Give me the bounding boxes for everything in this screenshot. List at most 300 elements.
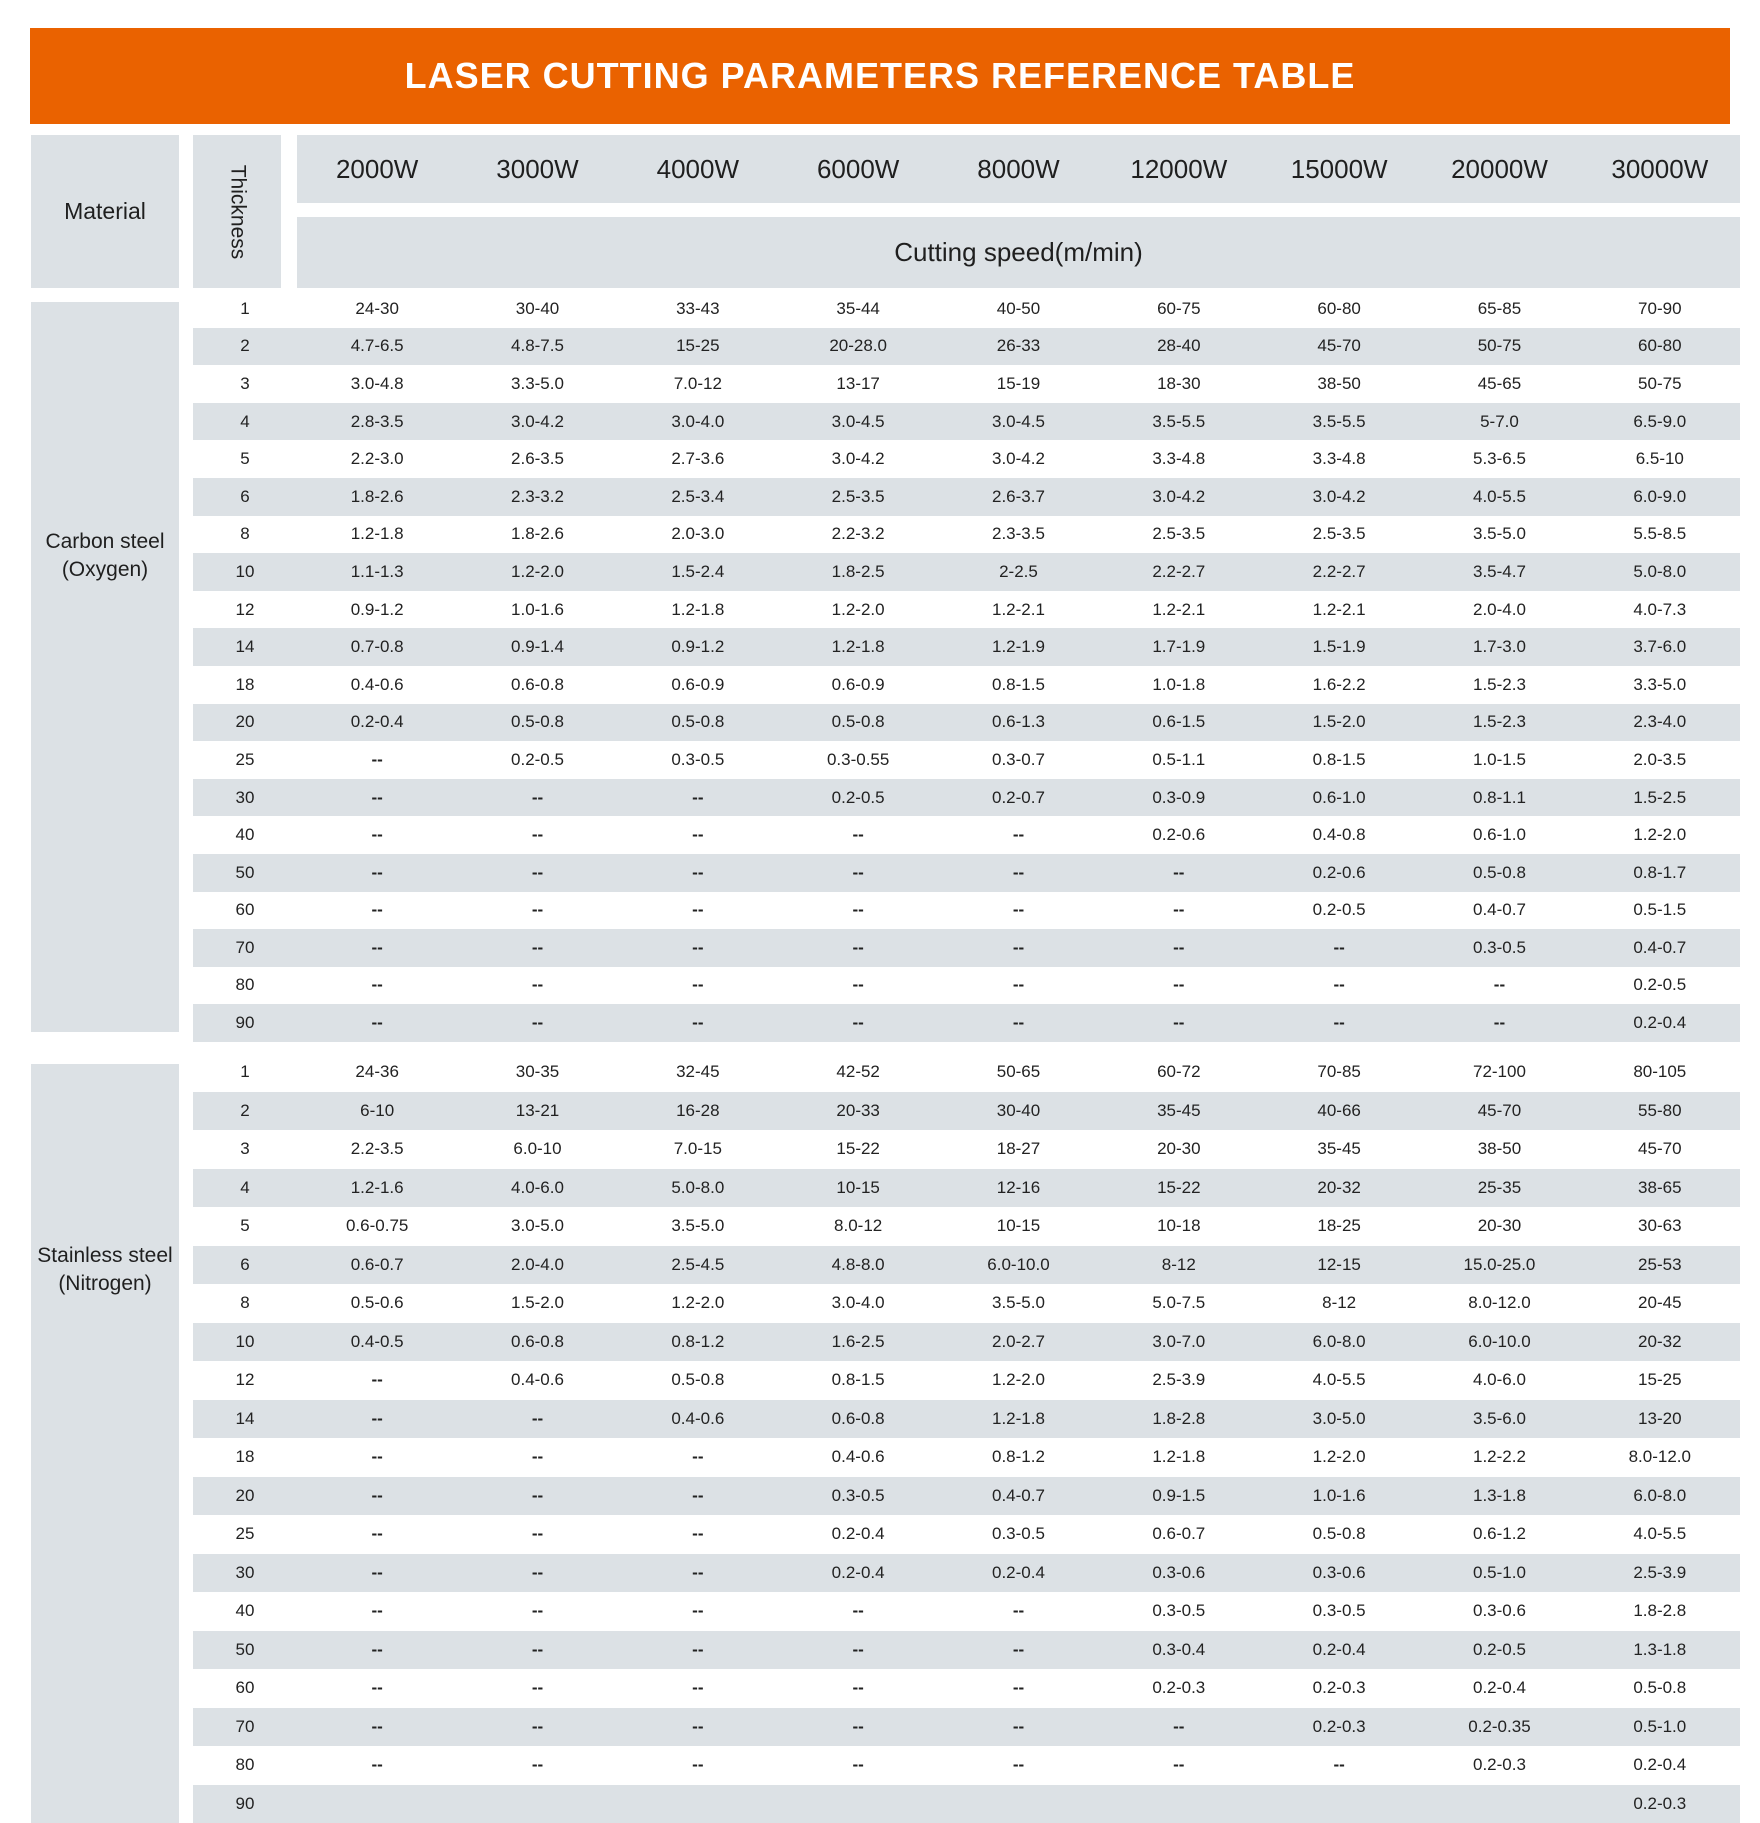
speed-value-cell: 12-16	[996, 1177, 1041, 1197]
table-row	[193, 628, 1740, 666]
no-data-cell: --	[692, 1447, 704, 1467]
table-row	[193, 666, 1740, 704]
no-data-cell: --	[1012, 1601, 1025, 1621]
speed-value-cell: 0.8-1.5	[831, 1370, 885, 1390]
speed-value-cell: 0.5-0.8	[1312, 1524, 1366, 1544]
table-row	[193, 967, 1740, 1005]
speed-value-cell: 0.5-0.8	[831, 712, 885, 732]
no-data-cell: --	[692, 787, 704, 807]
table-row	[193, 1207, 1740, 1246]
no-data-cell: --	[1333, 937, 1345, 957]
speed-value-cell: 0.5-0.8	[1472, 862, 1526, 882]
speed-value-cell: 0.2-0.4	[831, 1524, 885, 1544]
no-data-cell: --	[371, 1370, 383, 1390]
speed-value-cell: 0.9-1.2	[671, 637, 725, 657]
table-row	[193, 1323, 1740, 1362]
no-data-cell: --	[371, 900, 383, 920]
no-data-cell: --	[1173, 975, 1185, 995]
speed-value-cell: 38-65	[1638, 1177, 1682, 1197]
no-data-cell: --	[692, 900, 704, 920]
speed-value-cell: 0.2-0.4	[992, 1562, 1045, 1582]
speed-value-cell: 0.2-0.4	[831, 1562, 885, 1582]
speed-value-cell: 33-43	[676, 298, 720, 318]
speed-value-cell	[457, 1785, 617, 1823]
thickness-value: 4	[240, 1177, 250, 1197]
speed-value-cell: 1.2-2.0	[1633, 825, 1687, 845]
speed-value-cell: 2-2.5	[999, 561, 1038, 581]
speed-value-cell: 0.2-0.4	[1472, 1678, 1526, 1698]
speed-value-cell: 0.6-0.8	[831, 1408, 885, 1428]
speed-value-cell: 0.3-0.55	[826, 749, 890, 769]
thickness-value: 30	[235, 1562, 255, 1582]
speed-value-cell: 45-70	[1477, 1100, 1522, 1120]
speed-value-cell: 16-28	[676, 1100, 720, 1120]
thickness-value: 80	[235, 975, 255, 995]
speed-value-cell: 4.0-5.5	[1312, 1370, 1366, 1390]
table-row	[193, 892, 1740, 930]
speed-value-cell: 6.0-10	[513, 1139, 562, 1159]
speed-value-cell: 0.6-0.75	[345, 1216, 409, 1236]
speed-value-cell: 0.6-0.7	[350, 1254, 404, 1274]
no-data-cell: --	[1333, 1013, 1345, 1033]
no-data-cell: --	[852, 862, 864, 882]
no-data-cell: --	[531, 900, 544, 920]
speed-value-cell: 4.8-8.0	[831, 1254, 885, 1274]
speed-value-cell: 42-52	[836, 1062, 880, 1082]
no-data-cell: --	[1012, 1716, 1025, 1736]
no-data-cell: --	[1012, 825, 1025, 845]
no-data-cell: --	[852, 1755, 864, 1775]
speed-value-cell: 0.5-0.8	[671, 1370, 725, 1390]
speed-value-cell: 30-40	[515, 298, 560, 318]
speed-value-cell: 0.3-0.9	[1152, 787, 1206, 807]
speed-value-cell: 0.2-0.3	[1312, 1716, 1366, 1736]
speed-value-cell: 60-72	[1157, 1062, 1201, 1082]
speed-value-cell: 1.8-2.8	[1633, 1601, 1687, 1621]
speed-value-cell: 1.8-2.6	[511, 524, 564, 544]
speed-value-cell: 60-80	[1638, 336, 1682, 356]
speed-value-cell: 1.7-3.0	[1472, 637, 1526, 657]
no-data-cell: --	[531, 1447, 544, 1467]
speed-value-cell	[778, 1785, 938, 1823]
no-data-cell: --	[852, 1639, 864, 1659]
speed-value-cell: 0.6-0.9	[671, 674, 725, 694]
speed-value-cell: 6.5-10	[1635, 449, 1684, 469]
speed-value-cell: 1.0-1.6	[511, 599, 564, 619]
speed-value-cell: 3.0-4.8	[350, 373, 404, 393]
speed-value-cell: 12-15	[1317, 1254, 1361, 1274]
speed-value-cell: 20-33	[836, 1100, 880, 1120]
no-data-cell: --	[1012, 975, 1025, 995]
speed-value-cell: 0.2-0.3	[1472, 1755, 1526, 1775]
speed-value-cell: 1.2-1.8	[831, 637, 885, 657]
speed-value-cell: 20-32	[1317, 1177, 1361, 1197]
speed-value-cell: 1.8-2.5	[831, 561, 885, 581]
table-row	[193, 1669, 1740, 1708]
speed-value-cell: 45-65	[1477, 373, 1522, 393]
speed-value-cell: 1.6-2.2	[1312, 674, 1366, 694]
no-data-cell: --	[852, 975, 864, 995]
no-data-cell: --	[692, 1639, 704, 1659]
speed-value-cell: 20-28.0	[829, 336, 887, 356]
speed-value-cell: 1.2-2.2	[1472, 1447, 1526, 1467]
thickness-value: 14	[235, 1408, 255, 1428]
speed-value-cell: 20-45	[1638, 1293, 1682, 1313]
power-header-4000w: 4000W	[656, 153, 740, 184]
thickness-value: 70	[235, 1716, 255, 1736]
no-data-cell: --	[1333, 975, 1345, 995]
speed-value-cell: 0.2-0.5	[831, 787, 885, 807]
speed-value-cell: 50-65	[996, 1062, 1041, 1082]
speed-value-cell: 0.8-1.1	[1472, 787, 1526, 807]
speed-value-cell: 0.3-0.6	[1152, 1562, 1206, 1582]
no-data-cell: --	[852, 937, 864, 957]
speed-value-cell: 5.0-8.0	[1633, 561, 1687, 581]
no-data-cell: --	[371, 975, 383, 995]
speed-value-cell: 0.5-1.1	[1152, 749, 1206, 769]
speed-value-cell: 1.2-2.0	[1312, 1447, 1366, 1467]
table-row	[193, 1284, 1740, 1323]
table-row	[193, 1631, 1740, 1670]
speed-value-cell: 8-12	[1161, 1254, 1196, 1274]
no-data-cell: --	[531, 1601, 544, 1621]
power-header-8000w: 8000W	[977, 153, 1060, 184]
no-data-cell: --	[1333, 1755, 1345, 1775]
carbon-steel-rows	[193, 290, 1740, 1042]
speed-value-cell: 1.2-2.0	[671, 1293, 725, 1313]
speed-value-cell: 5.0-7.5	[1152, 1293, 1206, 1313]
speed-value-cell: 45-70	[1317, 336, 1361, 356]
page-title: LASER CUTTING PARAMETERS REFERENCE TABLE	[404, 55, 1356, 96]
speed-value-cell: 0.6-1.5	[1152, 712, 1206, 732]
speed-value-cell: 2.5-3.5	[1312, 524, 1366, 544]
speed-value-cell: 2.6-3.5	[511, 449, 564, 469]
speed-value-cell: 15-22	[836, 1139, 880, 1159]
table-row	[193, 741, 1740, 779]
power-header-15000w: 15000W	[1290, 153, 1388, 184]
speed-value-cell: 1.5-2.0	[1312, 712, 1366, 732]
speed-value-cell: 35-45	[1317, 1139, 1361, 1159]
thickness-value: 70	[235, 937, 255, 957]
table-row	[193, 929, 1740, 967]
thickness-value: 50	[235, 862, 255, 882]
speed-value-cell: 3.5-5.0	[1472, 524, 1526, 544]
speed-value-cell: 1.5-1.9	[1312, 637, 1366, 657]
speed-value-cell: 0.3-0.5	[1472, 937, 1526, 957]
no-data-cell: --	[531, 1716, 544, 1736]
speed-value-cell: 32-45	[676, 1062, 720, 1082]
speed-value-cell: 0.4-0.6	[350, 674, 404, 694]
no-data-cell: --	[692, 1562, 704, 1582]
speed-value-cell: 3.0-4.2	[1312, 486, 1366, 506]
speed-value-cell: 4.0-6.0	[511, 1177, 564, 1197]
speed-value-cell: 1.2-2.0	[831, 599, 885, 619]
speed-value-cell: 15-25	[1638, 1370, 1682, 1390]
speed-value-cell: 1.1-1.3	[350, 561, 404, 581]
speed-value-cell: 0.8-1.7	[1633, 862, 1687, 882]
speed-value-cell: 3.7-6.0	[1633, 637, 1687, 657]
speed-value-cell: 2.5-4.5	[671, 1254, 725, 1274]
power-header-3000w: 3000W	[496, 153, 579, 184]
no-data-cell: --	[852, 825, 864, 845]
thickness-value: 90	[235, 1013, 255, 1033]
speed-value-cell: 0.3-0.4	[1152, 1639, 1206, 1659]
no-data-cell: --	[692, 1524, 704, 1544]
no-data-cell: --	[371, 1485, 383, 1505]
speed-value-cell: 0.7-0.8	[350, 637, 404, 657]
speed-value-cell: 1.2-1.8	[350, 524, 404, 544]
speed-value-cell: 0.9-1.4	[511, 637, 564, 657]
thickness-value: 8	[240, 524, 250, 544]
speed-value-cell	[938, 1785, 1098, 1823]
table-row	[193, 1477, 1740, 1516]
speed-value-cell	[618, 1785, 778, 1823]
speed-value-cell: 0.5-0.8	[1633, 1678, 1687, 1698]
no-data-cell: --	[531, 1678, 544, 1698]
speed-value-cell: 0.4-0.7	[992, 1485, 1045, 1505]
table-row	[193, 1554, 1740, 1593]
no-data-cell: --	[1012, 900, 1025, 920]
speed-value-cell: 0.6-0.9	[831, 674, 885, 694]
speed-value-cell: 2.2-2.7	[1312, 561, 1366, 581]
table-row	[193, 553, 1740, 591]
table-row	[193, 1092, 1740, 1131]
no-data-cell: --	[1012, 862, 1025, 882]
speed-value-cell: 25-35	[1477, 1177, 1522, 1197]
no-data-cell: --	[371, 749, 383, 769]
material-cell-carbon-label	[31, 528, 179, 584]
speed-value-cell: 50-75	[1477, 336, 1522, 356]
speed-value-cell: 1.5-2.3	[1472, 674, 1526, 694]
no-data-cell: --	[531, 1408, 544, 1428]
speed-value-cell: 30-63	[1638, 1216, 1682, 1236]
speed-value-cell: 0.2-0.4	[1633, 1013, 1687, 1033]
speed-value-cell: 0.2-0.3	[1312, 1678, 1366, 1698]
speed-value-cell: 1.8-2.6	[350, 486, 404, 506]
speed-value-cell: 0.2-0.35	[1468, 1716, 1531, 1736]
no-data-cell: --	[371, 1524, 383, 1544]
power-header-6000w: 6000W	[816, 153, 900, 184]
speed-value-cell: 1.2-1.8	[671, 599, 725, 619]
speed-value-cell: 0.2-0.6	[1312, 862, 1366, 882]
speed-value-cell: 2.2-3.5	[350, 1139, 404, 1159]
speed-value-cell: 60-80	[1317, 298, 1361, 318]
no-data-cell: --	[1173, 1716, 1185, 1736]
no-data-cell: --	[1173, 1013, 1185, 1033]
material-gas: (Nitrogen)	[58, 1272, 152, 1295]
speed-value-cell: 45-70	[1638, 1139, 1682, 1159]
speed-value-cell: 3.0-4.0	[831, 1293, 885, 1313]
speed-value-cell: 0.2-0.5	[511, 749, 564, 769]
speed-value-cell: 13-17	[836, 373, 880, 393]
speed-value-cell: 3.5-5.0	[671, 1216, 725, 1236]
table-row	[193, 403, 1740, 441]
speed-value-cell: 3.0-4.0	[671, 411, 725, 431]
no-data-cell: --	[852, 1013, 864, 1033]
material-name: Carbon steel	[45, 530, 165, 553]
speed-value-cell: 3.0-4.2	[831, 449, 885, 469]
no-data-cell: --	[531, 1485, 544, 1505]
no-data-cell: --	[531, 862, 544, 882]
table-row	[193, 704, 1740, 742]
speed-value-cell: 0.2-0.4	[1633, 1755, 1687, 1775]
speed-value-cell: 5.3-6.5	[1472, 449, 1526, 469]
speed-value-cell: 2.0-3.0	[671, 524, 725, 544]
speed-value-cell: 20-30	[1157, 1139, 1201, 1159]
no-data-cell: --	[1173, 862, 1185, 882]
table-row	[193, 1515, 1740, 1554]
no-data-cell: --	[371, 1639, 383, 1659]
speed-value-cell: 0.4-0.5	[350, 1331, 404, 1351]
speed-value-cell: 2.5-3.5	[1152, 524, 1206, 544]
speed-value-cell: 3.5-5.5	[1152, 411, 1206, 431]
no-data-cell: --	[371, 862, 383, 882]
no-data-cell: --	[852, 900, 864, 920]
thickness-column-header	[193, 135, 281, 288]
thickness-value: 50	[235, 1639, 255, 1659]
table-row	[193, 1246, 1740, 1285]
table-row	[193, 1708, 1740, 1747]
speed-value-cell: 6-10	[360, 1100, 395, 1120]
speed-value-cell: 2.6-3.7	[992, 486, 1045, 506]
no-data-cell: --	[531, 1524, 544, 1544]
no-data-cell: --	[852, 1716, 864, 1736]
speed-value-cell: 15-22	[1157, 1177, 1201, 1197]
thickness-value: 5	[240, 449, 250, 469]
speed-value-cell: 1.2-2.0	[511, 561, 564, 581]
table-row	[193, 1169, 1740, 1208]
table-row	[193, 1361, 1740, 1400]
thickness-value: 80	[235, 1755, 255, 1775]
speed-value-cell: 10-15	[836, 1177, 880, 1197]
speed-value-cell: 3.0-7.0	[1152, 1331, 1206, 1351]
speed-value-cell: 4.0-6.0	[1472, 1370, 1526, 1390]
no-data-cell: --	[692, 975, 704, 995]
power-header-row	[297, 135, 1740, 203]
thickness-value: 10	[235, 1331, 255, 1351]
speed-value-cell: 20-30	[1477, 1216, 1522, 1236]
speed-value-cell: 3.0-4.5	[992, 411, 1045, 431]
speed-value-cell: 0.8-1.5	[992, 674, 1045, 694]
material-gas: (Oxygen)	[61, 558, 149, 581]
speed-value-cell: 10-15	[996, 1216, 1041, 1236]
no-data-cell: --	[531, 825, 544, 845]
speed-value-cell: 3.0-5.0	[511, 1216, 564, 1236]
table-row	[193, 1053, 1740, 1092]
speed-value-cell: 2.3-3.2	[511, 486, 564, 506]
thickness-value: 60	[235, 1678, 255, 1698]
speed-value-cell: 10-18	[1157, 1216, 1201, 1236]
material-cell-carbon-steel	[31, 302, 179, 1032]
speed-value-cell: 0.4-0.7	[1472, 900, 1526, 920]
thickness-value: 1	[240, 1062, 250, 1082]
thickness-value: 40	[235, 1601, 255, 1621]
table-row	[193, 478, 1740, 516]
speed-value-cell: 3.3-5.0	[1633, 674, 1687, 694]
speed-value-cell: 0.6-0.8	[511, 674, 564, 694]
thickness-value: 90	[235, 1793, 255, 1813]
no-data-cell: --	[1012, 937, 1025, 957]
no-data-cell: --	[692, 1755, 704, 1775]
speed-value-cell: 0.6-1.0	[1312, 787, 1366, 807]
no-data-cell: --	[692, 825, 704, 845]
speed-value-cell: 1.2-2.1	[1312, 599, 1366, 619]
speed-value-cell: 6.0-10.0	[1468, 1331, 1531, 1351]
speed-value-cell: 18-27	[996, 1139, 1041, 1159]
speed-value-cell: 3.3-4.8	[1152, 449, 1206, 469]
speed-value-cell: 5.5-8.5	[1633, 524, 1687, 544]
speed-value-cell: 0.3-0.5	[992, 1524, 1045, 1544]
speed-value-cell: 0.8-1.2	[671, 1331, 725, 1351]
table-row	[193, 1746, 1740, 1785]
thickness-value: 25	[235, 1524, 255, 1544]
thickness-value: 14	[235, 637, 255, 657]
speed-value-cell: 15-25	[676, 336, 720, 356]
speed-value-cell: 30-40	[996, 1100, 1041, 1120]
speed-value-cell: 1.2-2.1	[992, 599, 1045, 619]
table-row	[193, 779, 1740, 817]
no-data-cell: --	[692, 1678, 704, 1698]
thickness-value: 10	[235, 561, 255, 581]
speed-value-cell: 0.5-0.6	[350, 1293, 404, 1313]
speed-value-cell: 1.8-2.8	[1152, 1408, 1206, 1428]
speed-value-cell: 40-50	[996, 298, 1041, 318]
speed-value-cell	[297, 1785, 457, 1823]
speed-value-cell: 1.3-1.8	[1633, 1639, 1687, 1659]
power-header-12000w: 12000W	[1130, 153, 1228, 184]
thickness-value: 20	[235, 1485, 255, 1505]
no-data-cell: --	[371, 1601, 383, 1621]
no-data-cell: --	[531, 1639, 544, 1659]
no-data-cell: --	[1173, 900, 1185, 920]
speed-value-cell: 1.2-2.1	[1152, 599, 1206, 619]
speed-value-cell: 1.0-1.8	[1152, 674, 1206, 694]
speed-value-cell: 0.2-0.5	[1312, 900, 1366, 920]
speed-value-cell: 2.3-4.0	[1633, 712, 1687, 732]
speed-value-cell: 70-90	[1638, 298, 1682, 318]
speed-value-cell: 72-100	[1472, 1062, 1526, 1082]
speed-value-cell: 4.0-5.5	[1472, 486, 1526, 506]
speed-value-cell: 2.2-3.2	[831, 524, 885, 544]
speed-value-cell: 8.0-12.0	[1628, 1447, 1691, 1467]
speed-value-cell: 5.0-8.0	[671, 1177, 725, 1197]
speed-value-cell: 0.3-0.5	[1312, 1601, 1366, 1621]
no-data-cell: --	[531, 937, 544, 957]
speed-value-cell: 0.4-0.7	[1633, 937, 1687, 957]
speed-value-cell: 13-20	[1638, 1408, 1682, 1428]
thickness-value: 8	[240, 1293, 250, 1313]
speed-value-cell: 30-35	[515, 1062, 560, 1082]
speed-value-cell: 70-85	[1317, 1062, 1361, 1082]
speed-value-cell: 50-75	[1638, 373, 1682, 393]
no-data-cell: --	[1173, 1755, 1185, 1775]
speed-value-cell: 3.0-4.2	[511, 411, 564, 431]
speed-value-cell: 2.0-3.5	[1633, 749, 1687, 769]
title-banner	[30, 28, 1730, 124]
speed-value-cell: 0.3-0.5	[1152, 1601, 1206, 1621]
no-data-cell: --	[692, 1716, 704, 1736]
speed-value-cell: 4.0-5.5	[1633, 1524, 1687, 1544]
speed-value-cell: 2.5-3.5	[831, 486, 885, 506]
no-data-cell: --	[371, 1408, 383, 1428]
speed-value-cell: 2.0-4.0	[511, 1254, 564, 1274]
speed-value-cell: 2.2-3.0	[350, 449, 404, 469]
thickness-value: 5	[240, 1216, 250, 1236]
no-data-cell: --	[531, 1562, 544, 1582]
material-cell-stainless-label	[31, 1242, 179, 1298]
speed-value-cell: 26-33	[996, 336, 1041, 356]
speed-value-cell: 0.3-0.6	[1472, 1601, 1526, 1621]
